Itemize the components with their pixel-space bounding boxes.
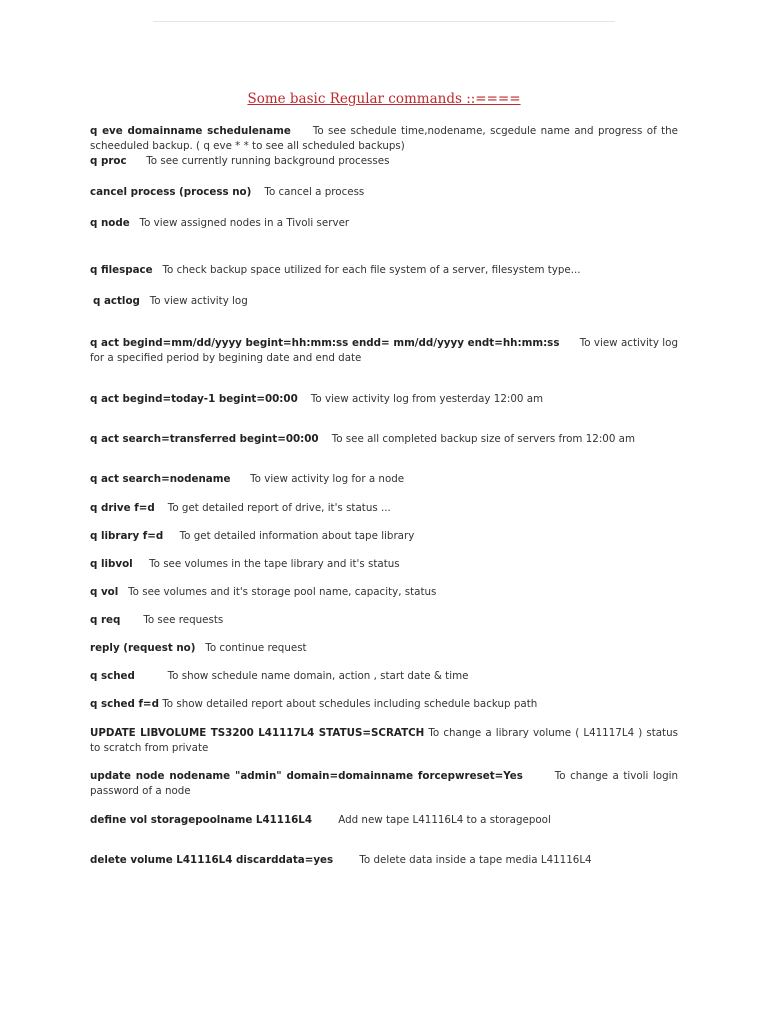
command-entry-reply [90, 641, 678, 656]
command-text: q proc [90, 155, 127, 167]
command-text: cancel process (process no) [90, 186, 252, 198]
command-description: To view activity log for a specified period by begining date and end date [90, 337, 679, 364]
command-text: reply (request no) [90, 642, 196, 654]
command-text: q act begind=today-1 begint=00:00 [90, 393, 298, 405]
command-entry-q-act-nodename [90, 472, 678, 487]
command-description: To show schedule name domain, action , start date & time [167, 670, 469, 682]
command-entry-q-library [90, 529, 678, 544]
command-entry-q-act-transferred [90, 432, 678, 447]
command-description: To see volumes and it's storage pool name, capacity, status [128, 586, 437, 598]
command-text: update node nodename "admin" domain=domainname forcepwreset=Yes [90, 770, 523, 782]
command-text: q sched [90, 670, 135, 682]
command-entry-q-actlog [93, 294, 681, 309]
command-entry-q-eve [90, 124, 678, 154]
command-entry-q-filespace [90, 263, 678, 278]
page-title: Some basic Regular commands ::==== [247, 91, 521, 107]
command-description: To change a library volume ( L41117L4 ) status to scratch from private [90, 727, 678, 754]
command-entry-cancel-process [90, 185, 678, 200]
command-description: To continue request [205, 642, 307, 654]
top-divider [153, 21, 615, 22]
command-text: q filespace [90, 264, 153, 276]
command-entry-q-act-today [90, 392, 678, 407]
command-description: To show detailed report about schedules including schedule backup path [162, 698, 538, 710]
command-description: To see volumes in the tape library and it's status [149, 558, 400, 570]
command-text: q eve domainname schedulename [90, 125, 291, 137]
command-description: To cancel a process [264, 186, 365, 198]
command-entry-update-libvolume [90, 726, 678, 756]
command-entry-update-node [90, 769, 678, 799]
command-description: To view activity log for a node [250, 473, 405, 485]
command-text: q actlog [93, 295, 140, 307]
command-text: q req [90, 614, 121, 626]
command-text: q vol [90, 586, 119, 598]
command-entry-delete-volume [90, 853, 678, 868]
command-entry-q-node [90, 216, 678, 231]
command-entry-q-proc [90, 154, 678, 169]
command-description: To check backup space utilized for each file system of a server, filesystem type... [162, 264, 581, 276]
command-text: delete volume L41116L4 discarddata=yes [90, 854, 334, 866]
command-entry-q-sched [90, 669, 678, 684]
command-entry-q-req [90, 613, 678, 628]
command-text: q node [90, 217, 130, 229]
command-description: To view assigned nodes in a Tivoli server [139, 217, 350, 229]
command-description: To view activity log [149, 295, 248, 307]
command-text: UPDATE LIBVOLUME TS3200 L41117L4 STATUS=SCRATCH [90, 727, 425, 739]
command-text: q drive f=d [90, 502, 155, 514]
command-description: To delete data inside a tape media L41116L4 [359, 854, 592, 866]
command-description: To see requests [143, 614, 224, 626]
command-entry-q-sched-fd [90, 697, 678, 712]
command-text: q act search=transferred begint=00:00 [90, 433, 319, 445]
command-text: q act search=nodename [90, 473, 231, 485]
command-description: To view activity log from yesterday 12:00 am [310, 393, 544, 405]
command-entry-define-vol [90, 813, 678, 828]
command-entry-q-act-begind-range [90, 336, 678, 366]
command-text: define vol storagepoolname L41116L4 [90, 814, 313, 826]
command-text: q library f=d [90, 530, 164, 542]
command-description: To get detailed information about tape library [179, 530, 415, 542]
command-description: To change a tivoli login password of a node [90, 770, 679, 797]
command-entry-q-drive [90, 501, 678, 516]
command-description: To see schedule time,nodename, scgedule name and progress of the scheeduled backup. ( q eve * * to see all scheduled backups) [90, 125, 679, 152]
command-description: To see currently running background processes [146, 155, 390, 167]
command-description: To get detailed report of drive, it's status ... [167, 502, 391, 514]
command-text: q sched f=d [90, 698, 159, 710]
command-description: To see all completed backup size of servers from 12:00 am [331, 433, 635, 445]
command-entry-q-vol [90, 585, 678, 600]
command-description: Add new tape L41116L4 to a storagepool [338, 814, 551, 826]
command-text: q libvol [90, 558, 133, 570]
command-entry-q-libvol [90, 557, 678, 572]
command-text: q act begind=mm/dd/yyyy begint=hh:mm:ss endd= mm/dd/yyyy endt=hh:mm:ss [90, 337, 560, 349]
